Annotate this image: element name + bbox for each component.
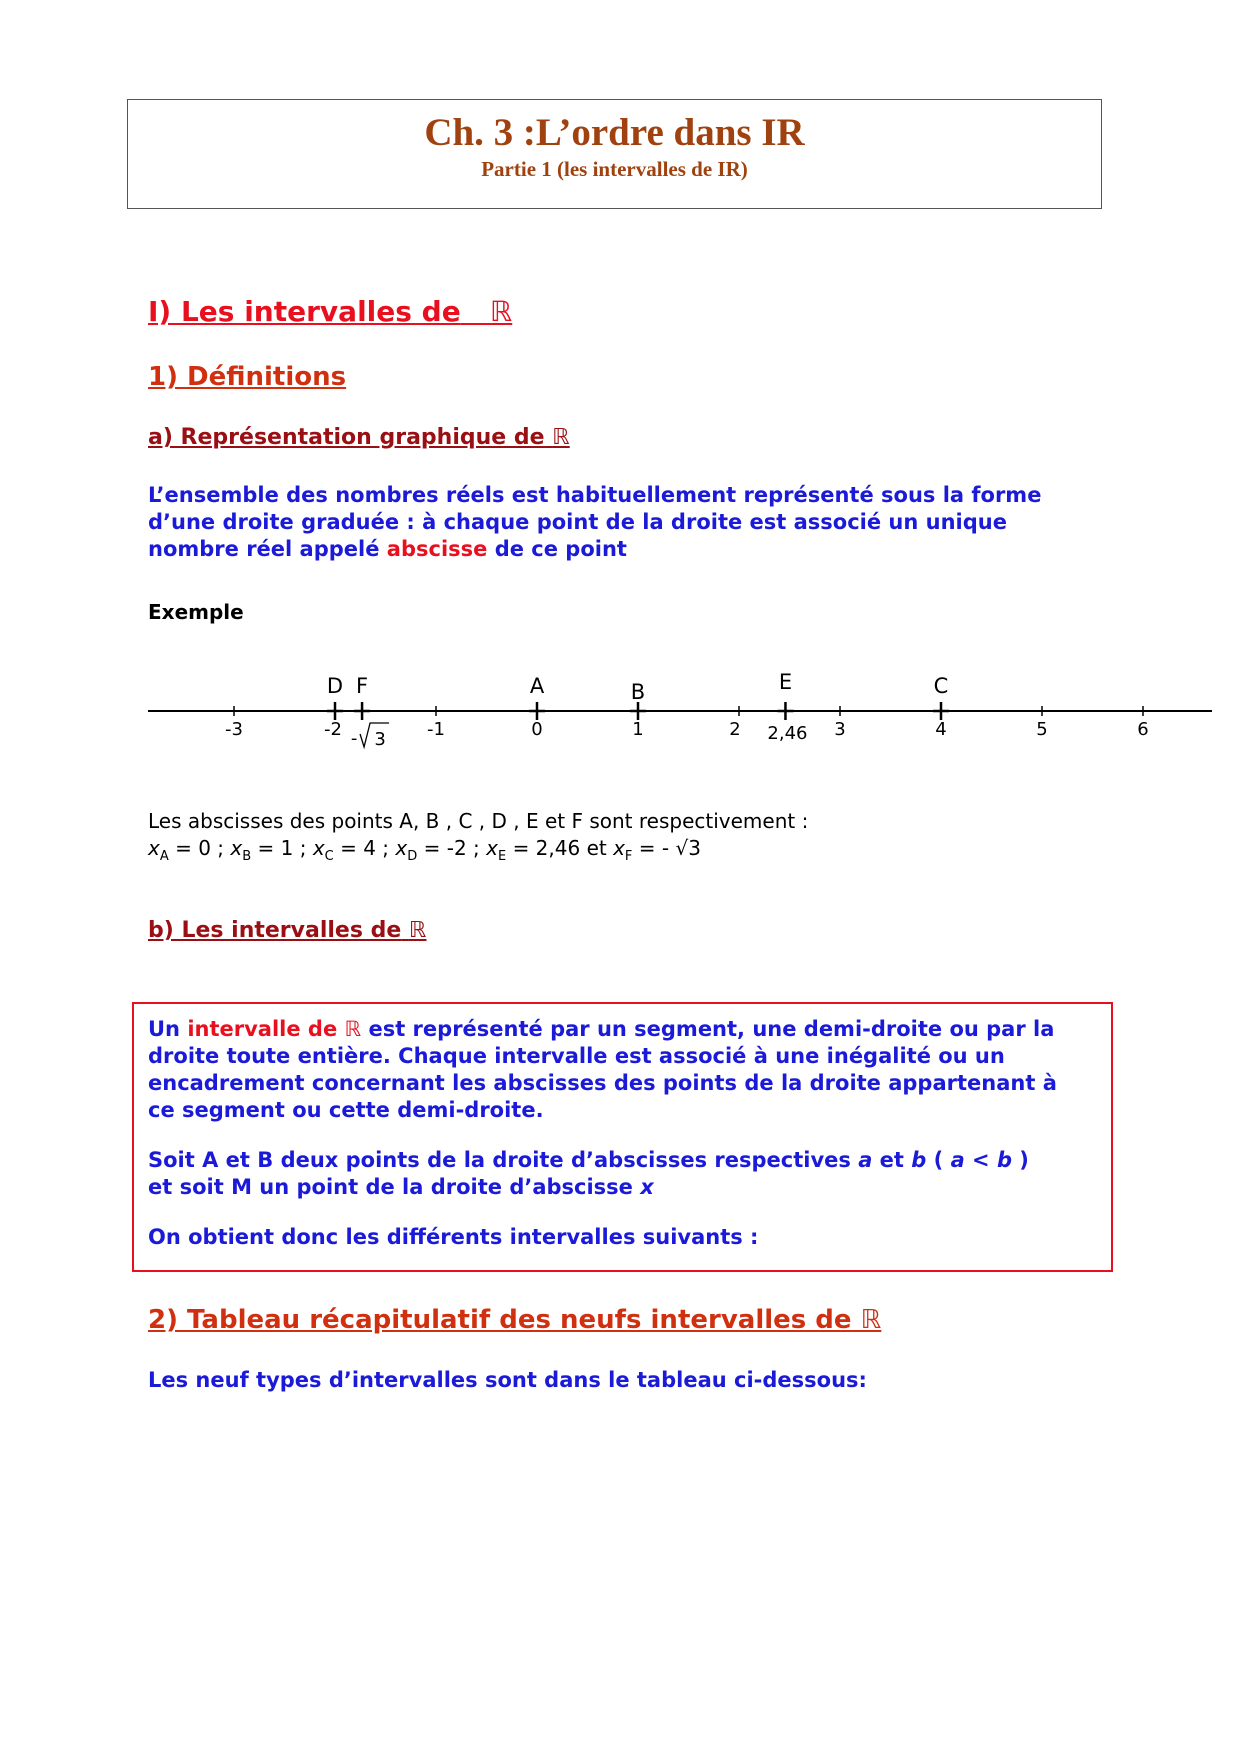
real-set-symbol: ℝ <box>860 1305 882 1335</box>
tick-label: 1 <box>632 719 644 740</box>
tick-label: 0 <box>531 719 543 740</box>
value-xb: = 1 ; <box>257 836 307 860</box>
subsection-1a-title <box>148 425 570 450</box>
tick-label: 4 <box>935 719 947 740</box>
sub-c: C <box>324 849 334 864</box>
point-label-c: C <box>933 674 949 698</box>
box-line-4: ce segment ou cette demi-droite. <box>148 1098 544 1122</box>
sqrt-value: 3 <box>374 729 386 750</box>
abscisses-text <box>148 808 1128 870</box>
section-1-title-text: I) Les intervalles de <box>148 295 461 328</box>
subsection-1-title: 1) Définitions <box>148 362 347 392</box>
var-x: x <box>640 1175 654 1199</box>
box-line-1-c: est représenté par un segment, une demi-droite ou par la <box>361 1017 1055 1041</box>
var-b: b <box>911 1148 927 1172</box>
point-label-d: D <box>326 674 344 698</box>
page-subtitle: Partie 1 (les intervalles de IR) <box>481 157 748 181</box>
tick-label: 3 <box>834 719 846 740</box>
abscisses-line-2 <box>148 835 1128 870</box>
intervalle-keyword <box>187 1017 361 1041</box>
tick-label: 2 <box>729 719 741 740</box>
real-set-symbol: ℝ <box>408 918 427 943</box>
value-xd: = -2 ; <box>423 836 480 860</box>
definition-line-3-a: nombre réel appelé <box>148 537 387 561</box>
point-label-a: A <box>529 674 545 698</box>
subsection-2-title <box>148 1305 881 1335</box>
section-1-title <box>148 295 512 328</box>
tick-label: 6 <box>1137 719 1149 740</box>
box-line-1-a: Un <box>148 1017 188 1041</box>
box-line-5 <box>148 1147 1108 1174</box>
box-line-5-g: < <box>964 1148 997 1172</box>
box-line-6-a: et soit M un point de la droite d’abscisse <box>148 1175 641 1199</box>
real-set-symbol: ℝ <box>489 295 513 328</box>
subsection-1a-title-text: a) Représentation graphique de <box>148 425 545 450</box>
box-line-1 <box>148 1016 1108 1043</box>
definition-line-3 <box>148 536 1108 563</box>
box-line-5-a: Soit A et B deux points de la droite d’abscisses respectives <box>148 1148 859 1172</box>
intervalle-keyword-text: intervalle de <box>187 1017 345 1041</box>
sub-d: D <box>407 849 418 864</box>
sub-b: B <box>242 849 252 864</box>
value-xf: = - √3 <box>638 836 701 860</box>
box-line-3: encadrement concernant les abscisses des points de la droite appartenant à <box>148 1071 1057 1095</box>
page-title: Ch. 3 :L’ordre dans IR <box>424 111 805 154</box>
table-intro: Les neuf types d’intervalles sont dans le tableau ci-dessous: <box>148 1368 867 1392</box>
tick-label: -1 <box>427 719 445 740</box>
value-xc: = 4 ; <box>340 836 390 860</box>
sub-f: F <box>624 849 633 864</box>
box-line-6 <box>148 1174 1108 1201</box>
point-label-b: B <box>630 680 646 704</box>
definition-line-2: d’une droite graduée : à chaque point de la droite est associé un unique <box>148 510 1007 534</box>
minus-sign: - <box>350 728 358 749</box>
definition-line-3-c: de ce point <box>487 537 627 561</box>
e-value-label: 2,46 <box>767 723 808 744</box>
var-x: x <box>613 836 625 860</box>
definition-line-1: L’ensemble des nombres réels est habituellement représenté sous la forme <box>148 483 1042 507</box>
definition-box-text <box>148 1016 1108 1251</box>
abscisse-keyword: abscisse <box>386 537 488 561</box>
subsection-1b-title-text: b) Les intervalles de <box>148 918 402 943</box>
tick-label: 5 <box>1036 719 1048 740</box>
var-a: a <box>858 1148 873 1172</box>
box-line-2: droite toute entière. Chaque intervalle est associé à une inégalité ou un <box>148 1044 1005 1068</box>
title-box <box>127 99 1102 209</box>
definition-paragraph <box>148 482 1108 563</box>
number-line <box>140 660 1220 760</box>
sub-e: E <box>497 849 507 864</box>
subsection-1b-title <box>148 918 426 943</box>
value-xe: = 2,46 et <box>512 836 607 860</box>
var-x: x <box>395 836 408 860</box>
box-line-7: On obtient donc les différents intervalles suivants : <box>148 1225 759 1249</box>
var-a: a <box>950 1148 965 1172</box>
abscisses-line-1: Les abscisses des points A, B , C , D , E et F sont respectivement : <box>148 809 809 833</box>
var-b: b <box>996 1148 1012 1172</box>
var-x: x <box>312 836 325 860</box>
box-line-5-c: et <box>872 1148 912 1172</box>
box-line-5-i: ) <box>1012 1148 1029 1172</box>
real-set-symbol: ℝ <box>552 425 570 450</box>
sub-a: A <box>159 849 169 864</box>
point-label-e: E <box>778 670 793 694</box>
point-label-f: F <box>356 674 369 698</box>
subsection-2-title-text: 2) Tableau récapitulatif des neufs intervalles de <box>148 1305 852 1335</box>
tick-label: -3 <box>225 719 243 740</box>
var-x: x <box>148 836 160 860</box>
value-xa: = 0 ; <box>175 836 225 860</box>
var-x: x <box>230 836 243 860</box>
tick-label: -2 <box>324 719 342 740</box>
example-label: Exemple <box>148 600 244 624</box>
box-line-5-e: ( <box>926 1148 951 1172</box>
var-x: x <box>486 836 498 860</box>
real-set-symbol: ℝ <box>344 1017 362 1041</box>
